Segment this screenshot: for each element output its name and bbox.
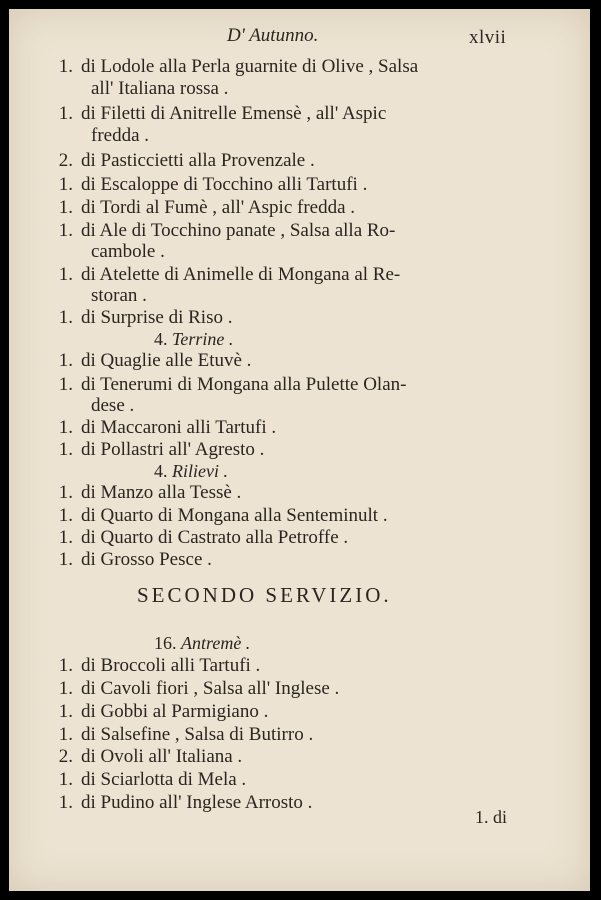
- book-page: D' Autunno. xlvii 1. di Lodole alla Perla guarnite di Olive , Salsa all' Italiana rossa . 1. di Filetti di Anitrelle Emensè , all' Aspic fredda . 2. di Pasticcietti alla Provenzale . 1. di Escaloppe di Tocchino alli Tartufi . 1. di Tordi al Fumè , all' Aspic fredda . 1. di Ale di Tocchino panate , Salsa alla Ro- cambole . 1. di Atelette di Animelle di Mongana al Re- storan . 1. di Surprise di Riso . 4. Terrine . 1. di Quaglie alle Etuvè . 1. di Tenerumi di Mongana alla Pulette Olan- dese . 1. di Maccaroni alli Tartufi . 1. di Pollastri all' Agresto . 4. Rilievi . 1. di Manzo alla Tessè . 1. di Quarto di Mongana alla Senteminult . 1. di Quarto di Castrato alla Petroffe . 1. di Grosso Pesce . SECONDO SERVIZIO. 16. Antremè . 1. di Broccoli alli Tartufi . 1. di Cavoli fiori , Salsa all' Inglese . 1. di Gobbi al Parmigiano . 1. di Salsefine , Salsa di Butirro . 2. di Ovoli all' Italiana . 1. di Sciarlotta di Mela . 1. di Pudino all' Inglese Arrosto . 1. di: [9, 9, 590, 891]
- list-item-continuation: all' Italiana rossa .: [91, 78, 229, 99]
- subsection-heading: 4. Terrine .: [154, 329, 234, 349]
- section-title: SECONDO SERVIZIO.: [137, 583, 392, 607]
- subsection-heading: 4. Rilievi .: [154, 461, 228, 481]
- list-item-continuation: storan .: [91, 285, 147, 306]
- running-header: D' Autunno.: [227, 25, 319, 46]
- subsection-heading: 16. Antremè .: [154, 633, 251, 653]
- catchword: 1. di: [475, 807, 508, 827]
- list-item-continuation: cambole .: [91, 241, 165, 262]
- list-item-continuation: fredda .: [91, 125, 150, 146]
- list-item-continuation: dese .: [91, 395, 135, 416]
- page-number: xlvii: [469, 27, 507, 48]
